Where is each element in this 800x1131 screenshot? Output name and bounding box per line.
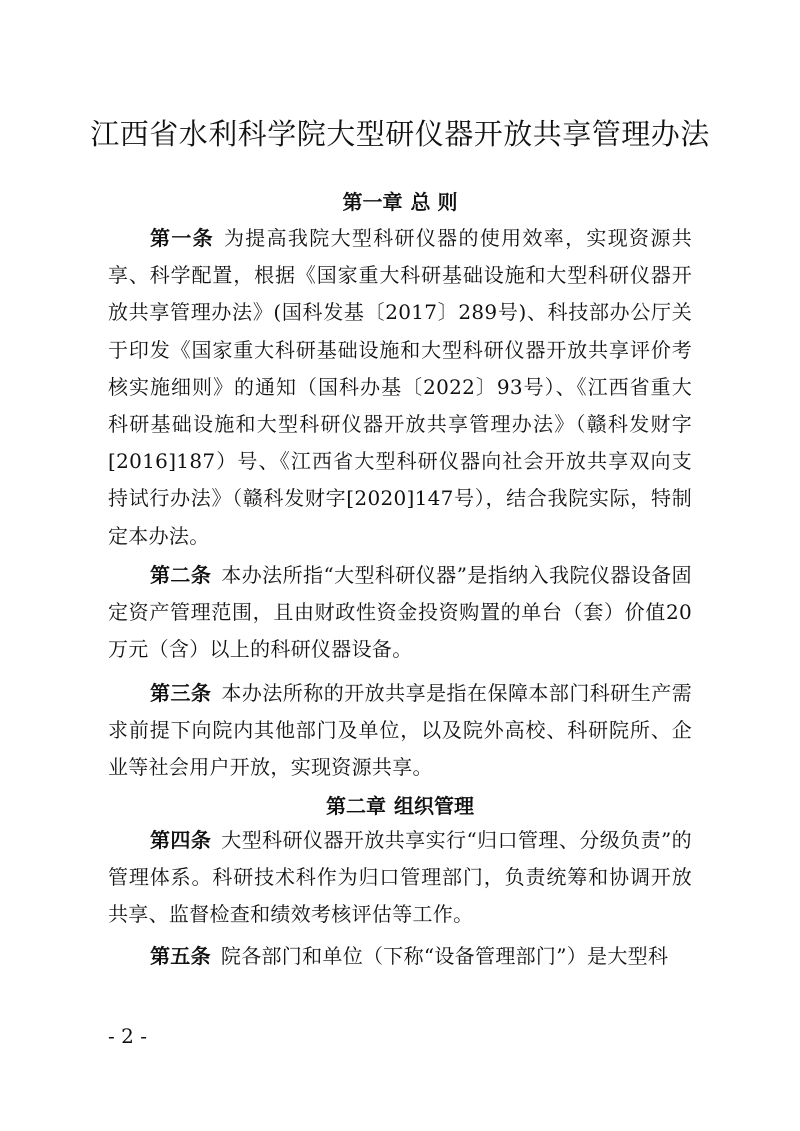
article-1 [108,220,692,555]
article-text: 院各部门和单位（下称“设备管理部门”）是大型科 [220,944,669,968]
article-2 [108,557,692,669]
chapter-number: 第二章 [326,794,386,818]
article-label: 第五条 [150,944,211,968]
article-label: 第四条 [150,828,212,852]
chapter-number: 第一章 [342,190,403,214]
chapter-name: 组织管理 [394,794,474,818]
article-label: 第二条 [150,563,212,587]
page-number: - 2 - [108,1024,147,1048]
article-4 [108,822,692,934]
chapter-name: 总 则 [410,190,458,214]
article-5 [108,938,692,975]
article-text: 本办法所指“大型科研仪器”是指纳入我院仪器设备固定资产管理范围，且由财政性资金投资购置的单台（套）价值20万元（含）以上的科研仪器设备。 [108,563,692,662]
article-label: 第三条 [150,681,212,705]
article-text: 为提高我院大型科研仪器的使用效率，实现资源共享、科学配置，根据《国家重大科研基础设施和大型科研仪器开放共享管理办法》(国科发基〔2017〕289号)、科技部办公厅关于印发《国家重大科研基础设施和大型科研仪器开放共享评价考核实施细则》的通知（国科办基〔2022〕93号）、《江西省重大科研基础设施和大型科研仪器开放共享管理办法》（赣科发财字[2016]187）号、《江西省大型科研仪器向社会开放共享双向支持试行办法》（赣科发财字[2020]147号），结合我院实际，特制定本办法。 [108,226,692,548]
article-text: 本办法所称的开放共享是指在保障本部门科研生产需求前提下向院内其他部门及单位，以及院外高校、科研院所、企业等社会用户开放，实现资源共享。 [108,681,692,780]
document-title: 江西省水利科学院大型研仪器开放共享管理办法 [90,117,710,151]
chapter-heading-1 [100,186,700,215]
article-3 [108,675,692,787]
article-label: 第一条 [150,226,214,250]
article-text: 大型科研仪器开放共享实行“归口管理、分级负责”的管理体系。科研技术科作为归口管理部门，负责统筹和协调开放共享、监督检查和绩效考核评估等工作。 [108,828,692,927]
chapter-heading-2 [100,790,700,819]
